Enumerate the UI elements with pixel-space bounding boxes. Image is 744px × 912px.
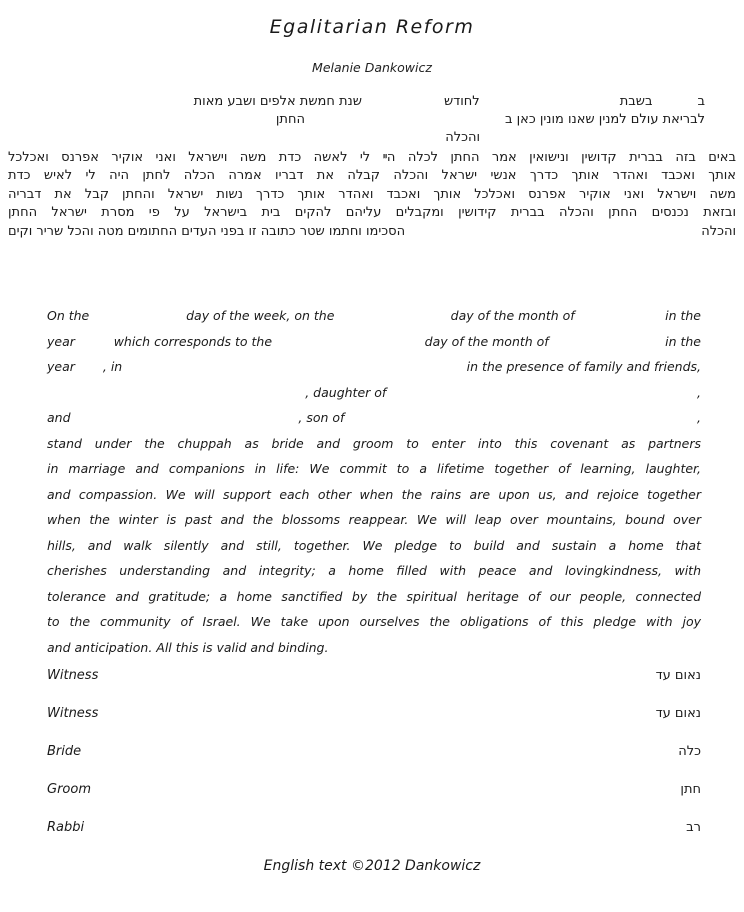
text-year-2: year [47,359,75,375]
groom-label-english: Groom [47,782,91,798]
hebrew-beshabbat: בשבת [619,94,653,109]
groom-label-hebrew: חתן [680,782,701,798]
english-body-line-9: and anticipation. All this is valid and binding. [47,639,329,655]
hebrew-vehakalah: והכלה [445,130,480,145]
hebrew-hechatan: החתן [275,112,305,127]
bride-label-english: Bride [47,744,82,760]
text-daughter-of: , daughter of [305,384,387,400]
hebrew-paragraph-line-5 [8,223,736,241]
english-body-line-5: hills, and walk silently and still, together. We pledge to build and sustain a home that [47,537,701,553]
text-son-of: , son of [298,410,345,426]
witness-1-label-english: Witness [47,668,99,684]
hebrew-closing-clause: הסכימו וחתמו שטר כתובה זו בפני העדים החתומים מטה והכל שריר וקים [8,223,406,239]
bride-label-hebrew: כלה [678,744,701,760]
signature-section [0,668,744,844]
hebrew-lachodesh: לחודש [443,94,480,109]
text-day-of-month-1: day of the month of [450,308,575,324]
hebrew-paragraph-line-2: אותך ואכבד ואהדר אותך כדרך אנשי ישראל והכלה קבלה את דבריו אמרה הכלה לחתן היה לי לאיש כדת [8,168,736,184]
english-fill-line-1 [47,303,701,329]
hebrew-opening-line-1 [55,93,705,111]
hebrew-opening-line-3 [55,129,705,147]
text-in-the-2: in the [665,333,701,349]
text-corresponds: which corresponds to the [113,333,273,349]
comma-after-bride-parents: , [697,384,701,400]
hebrew-paragraph-line-1: באים בזה בברית קדושין ונישואין אמר החתן לכלה הײ לי לאשה כדת משה וישראל ואני אוקיר אפרנס ואכלכל [8,150,736,165]
hebrew-paragraph-line-3: משה וישראל ואני אוקיר אפרנס ואכלכל אותך ואכבד ואהדר אותך כדרך נשות ישראל והחתן קבל את דבריה [8,186,736,202]
hebrew-vehakalah-closing: והכלה [701,223,736,239]
english-body-line-7: tolerance and gratitude; a home sanctified by the spiritual heritage of our people, connected [47,588,701,604]
english-section [0,303,744,660]
signature-row-rabbi [47,820,701,844]
witness-2-label-english: Witness [47,706,99,722]
text-on-the: On the [47,308,90,324]
english-body-line-3: and compassion. We will support each other when the rains are upon us, and rejoice together [47,486,701,502]
text-day-of-week: day of the week, on the [186,308,335,324]
english-fill-line-3 [47,354,701,380]
text-presence: in the presence of family and friends, [466,359,701,375]
signature-row-groom [47,782,701,806]
text-in-the-1: in the [665,308,701,324]
english-body-line-8: to the community of Israel. We take upon ourselves the obligations of this pledge with joy [47,614,701,630]
comma-after-groom-parents: , [697,410,701,426]
signature-row-witness-1 [47,668,701,692]
hebrew-prefix-bet: ב [697,94,705,109]
text-and: and [47,410,71,426]
english-fill-line-2 [47,329,701,355]
rabbi-label-english: Rabbi [47,820,85,836]
english-body-line-4: when the winter is past and the blossoms reappear. We will leap over mountains, bound over [47,512,701,528]
english-body-line-1: stand under the chuppah as bride and groom to enter into this covenant as partners [47,435,701,451]
hebrew-opening-section [0,93,744,147]
english-body-line-2: in marriage and companions in life: We commit to a lifetime together of learning, laughter, [47,461,701,477]
english-fill-line-4 [47,380,701,406]
english-body-line-6: cherishes understanding and integrity; a home filled with peace and lovingkindness, with [47,563,701,579]
signature-row-witness-2 [47,706,701,730]
text-year-1: year [47,333,75,349]
witness-2-label-hebrew: נאום עד [655,706,701,722]
hebrew-opening-line-2 [55,111,705,129]
english-fill-line-5 [47,405,701,431]
hebrew-livriat: לבריאת עולם למנין שאנו מונין כאן ב [504,112,705,127]
hebrew-paragraph [0,149,744,241]
hebrew-paragraph-line-4: ובזאת נכנסים החתן והכלה בברית קידושין ומקבלים עליהם להקים בית בישראל על פי מסרת ישראל החתן [8,205,736,221]
text-day-of-month-2: day of the month of [424,333,549,349]
rabbi-label-hebrew: רב [686,820,701,836]
text-comma-in: , in [102,359,123,375]
signature-row-bride [47,744,701,768]
witness-1-label-hebrew: נאום עד [655,668,701,684]
hebrew-shnat: שנת חמשת אלפים ושבע מאות [193,94,362,109]
artist-name: Melanie Dankowicz [312,60,432,75]
copyright-footer: English text ©2012 Dankowicz [263,858,481,875]
page-title: Egalitarian Reform [269,16,475,38]
